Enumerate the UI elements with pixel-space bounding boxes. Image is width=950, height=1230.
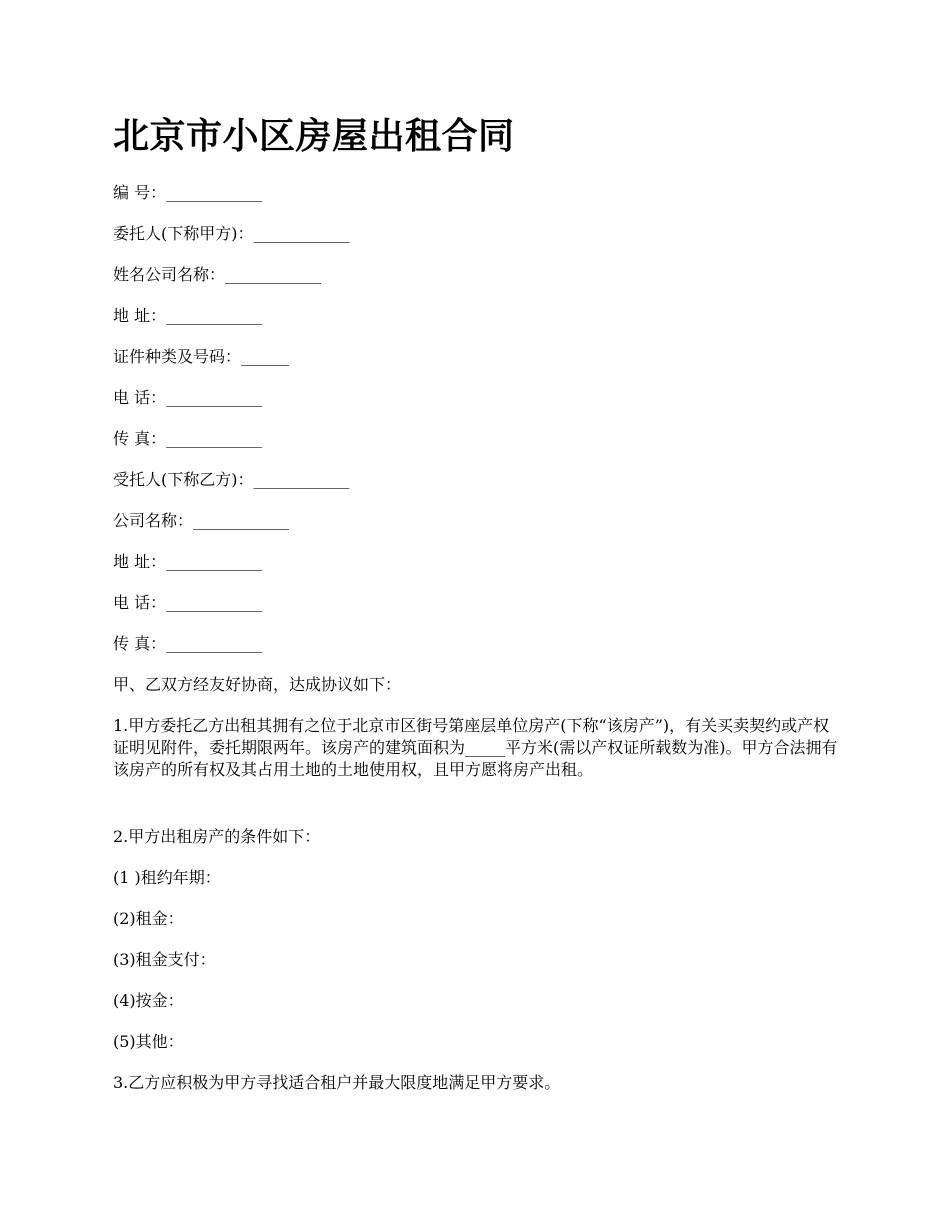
field-number: 编 号：____________ [113,183,263,202]
field-principal: 委托人(下称甲方)：____________ [113,224,350,243]
field-principal-fax: 传 真：____________ [113,429,263,448]
field-agent: 受托人(下称乙方)：____________ [113,470,350,489]
field-agent-address: 地 址：____________ [113,552,263,571]
condition-rent-payment: (3)租金支付： [113,950,216,969]
field-id-type-number: 证件种类及号码：______ [113,347,290,366]
condition-deposit: (4)按金： [113,991,184,1010]
agreement-intro: 甲、乙双方经友好协商，达成协议如下： [113,675,402,694]
condition-lease-term: (1 )租约年期： [113,868,221,887]
field-agent-company: 公司名称：____________ [113,511,290,530]
condition-other: (5)其他： [113,1032,184,1051]
clause-2: 2.甲方出租房产的条件如下： [113,827,321,846]
clause-3: 3.乙方应积极为甲方寻找适合租户并最大限度地满足甲方要求。 [113,1073,561,1092]
field-agent-phone: 电 话：____________ [113,593,263,612]
field-principal-phone: 电 话：____________ [113,388,263,407]
document-title: 北京市小区房屋出租合同 [113,115,515,157]
condition-rent: (2)租金： [113,909,184,928]
clause-1: 1.甲方委托乙方出租其拥有之位于北京市区街号第座层单位房产(下称“该房产”)，有关买卖契约或产权证明见附件，委托期限两年。该房产的建筑面积为_____平方米(需以产权证所载数为准)。甲方合法拥有该房产的所有权及其占用土地的土地使用权，且甲方愿将房产出租。 [113,716,838,779]
field-agent-fax: 传 真：____________ [113,634,263,653]
field-principal-address: 地 址：____________ [113,306,263,325]
field-principal-name: 姓名公司名称：____________ [113,265,322,284]
